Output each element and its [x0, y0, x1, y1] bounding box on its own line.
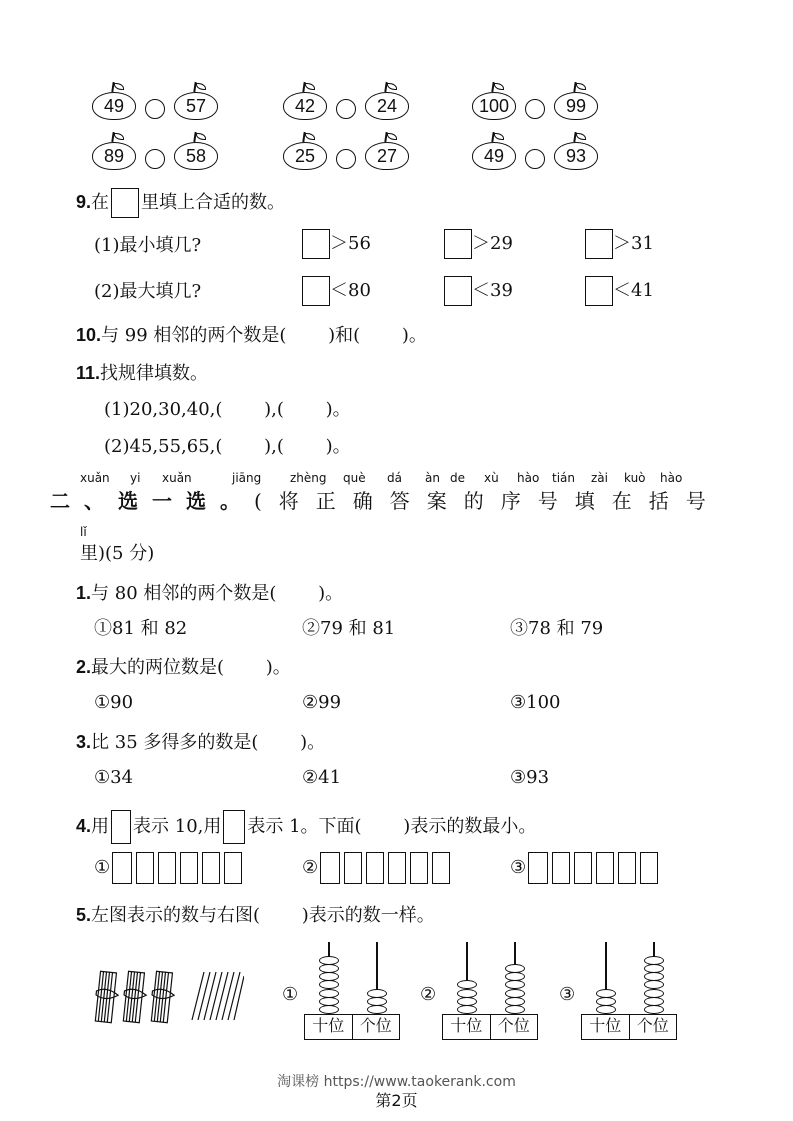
- block-icon: [640, 852, 658, 884]
- inequality: [444, 229, 513, 259]
- apple-body: 25: [283, 142, 327, 170]
- stick-bundles-image: [92, 966, 244, 1028]
- option-label: ①: [94, 857, 111, 878]
- apple-body: 100: [472, 92, 516, 120]
- block-icon: [596, 852, 614, 884]
- q5-number: 5.: [76, 905, 92, 925]
- apple-body: 93: [554, 142, 598, 170]
- pinyin-syllable: xuǎn: [80, 471, 110, 485]
- pinyin-syllable: hào: [660, 471, 683, 485]
- inequality-text: ＞56: [330, 233, 371, 254]
- mc-option[interactable]: ③100: [510, 692, 561, 713]
- q4-number: 4.: [76, 816, 92, 836]
- mc-question: [76, 731, 325, 754]
- bead: [596, 989, 616, 998]
- block-icon: [528, 852, 548, 884]
- apple-body: 27: [365, 142, 409, 170]
- bead: [319, 980, 339, 989]
- watermark: 淘课榜 https://www.taokerank.com: [277, 1074, 516, 1090]
- mc-stem: 与 80 相邻的两个数是( )。: [91, 583, 344, 604]
- answer-box[interactable]: [444, 276, 472, 306]
- block-icon: [388, 852, 406, 884]
- q9-pre: 在: [91, 192, 110, 213]
- bead: [644, 980, 664, 989]
- bead: [596, 997, 616, 1006]
- option-label: ③: [510, 857, 527, 878]
- q11-text: 找规律填数。: [100, 363, 209, 384]
- block-icon: [112, 852, 132, 884]
- block-icon: [432, 852, 450, 884]
- bead: [457, 997, 477, 1006]
- mc-option[interactable]: ①90: [94, 692, 134, 713]
- abacus-option-label[interactable]: ②: [420, 984, 437, 1005]
- q4-option[interactable]: [302, 852, 454, 884]
- q9-number: 9.: [76, 192, 92, 212]
- pinyin-syllable: zhèng: [290, 471, 327, 485]
- bead: [644, 972, 664, 981]
- pinyin-syllable: kuò: [624, 471, 646, 485]
- tens-label: 十位: [450, 1016, 483, 1035]
- tens-label: 十位: [589, 1016, 622, 1035]
- apple-leaf-icon: [196, 133, 206, 140]
- q4: [76, 810, 536, 844]
- pinyin-syllable: jiāng: [232, 471, 262, 485]
- q4-option[interactable]: [510, 852, 662, 884]
- mc-option[interactable]: ①34: [94, 767, 134, 788]
- q11-line1: (1)20,30,40,( ),( )。: [104, 399, 351, 420]
- bead: [505, 972, 525, 981]
- bead: [457, 1005, 477, 1014]
- bead: [457, 989, 477, 998]
- compare-circle[interactable]: [145, 99, 165, 119]
- block-icon: [574, 852, 592, 884]
- q5-text: 左图表示的数与右图( )表示的数一样。: [91, 905, 435, 926]
- mc-question: [76, 656, 291, 679]
- bead: [644, 964, 664, 973]
- apple-number: [174, 136, 218, 168]
- pinyin-syllable: què: [343, 471, 366, 485]
- ones-label: 个位: [629, 1015, 677, 1039]
- pinyin-syllable: hào: [517, 471, 540, 485]
- compare-circle[interactable]: [336, 149, 356, 169]
- bead: [505, 989, 525, 998]
- apple-body: 49: [92, 92, 136, 120]
- q10-text: 与 99 相邻的两个数是( )和( )。: [101, 325, 427, 346]
- mc-option[interactable]: ②41: [302, 767, 342, 788]
- mc-number: 2.: [76, 657, 92, 677]
- inequality: [585, 276, 654, 306]
- apple-leaf-icon: [114, 133, 124, 140]
- apple-leaf-icon: [196, 83, 206, 90]
- inequality: [585, 229, 654, 259]
- block-icon: [344, 852, 362, 884]
- q11: [76, 362, 208, 385]
- apple-number: [472, 136, 516, 168]
- bead: [644, 997, 664, 1006]
- pinyin-syllable: xù: [484, 471, 499, 485]
- apple-number: [472, 86, 516, 118]
- block-icon: [202, 852, 220, 884]
- pinyin-syllable: yi: [130, 471, 141, 485]
- pinyin-syllable: dá: [387, 471, 402, 485]
- apple-leaf-icon: [305, 133, 315, 140]
- block-icon: [180, 852, 198, 884]
- apple-body: 42: [283, 92, 327, 120]
- apple-number: [365, 86, 409, 118]
- ones-label: 个位: [490, 1015, 538, 1039]
- pinyin-syllable: zài: [591, 471, 608, 485]
- compare-circle[interactable]: [145, 149, 165, 169]
- mc-option[interactable]: ③78 和 79: [510, 618, 604, 639]
- apple-body: 57: [174, 92, 218, 120]
- inequality-text: ＜80: [330, 280, 371, 301]
- apple-leaf-icon: [387, 83, 397, 90]
- bead: [457, 980, 477, 989]
- mc-option[interactable]: ③93: [510, 767, 550, 788]
- abacus-base: [581, 1014, 677, 1040]
- inequality: [444, 276, 513, 306]
- block-icon: [618, 852, 636, 884]
- apple-number: [283, 136, 327, 168]
- bead: [505, 964, 525, 973]
- apple-body: 58: [174, 142, 218, 170]
- bead: [319, 997, 339, 1006]
- apple-body: 49: [472, 142, 516, 170]
- apple-number: [92, 86, 136, 118]
- apple-number: [554, 86, 598, 118]
- q4-option[interactable]: [94, 852, 246, 884]
- section2-instruction-end: 里)(5 分): [80, 543, 155, 564]
- bead: [319, 964, 339, 973]
- tall-block-icon: [111, 810, 131, 844]
- apple-number: [283, 86, 327, 118]
- block-icon: [366, 852, 384, 884]
- apple-leaf-icon: [576, 83, 586, 90]
- bead: [367, 997, 387, 1006]
- inequality: [302, 276, 371, 306]
- bead: [505, 1005, 525, 1014]
- answer-box[interactable]: [585, 276, 613, 306]
- bead: [319, 972, 339, 981]
- apple-leaf-icon: [387, 133, 397, 140]
- section2-title: [50, 490, 723, 512]
- block-icon: [320, 852, 340, 884]
- apple-number: [174, 86, 218, 118]
- bead: [319, 989, 339, 998]
- q11-line2: (2)45,55,65,( ),( )。: [104, 436, 351, 457]
- bead: [319, 1005, 339, 1014]
- inequality: [302, 229, 371, 259]
- q10: [76, 324, 427, 347]
- compare-circle[interactable]: [336, 99, 356, 119]
- apple-leaf-icon: [305, 83, 315, 90]
- block-icon: [224, 852, 242, 884]
- q5: [76, 904, 435, 927]
- q9-row1-label: (1)最小填几?: [94, 235, 202, 256]
- apple-leaf-icon: [494, 83, 504, 90]
- answer-box[interactable]: [302, 229, 330, 259]
- q4-t1: 用: [91, 816, 110, 837]
- ones-label: 个位: [352, 1015, 400, 1039]
- apple-number: [92, 136, 136, 168]
- answer-box[interactable]: [111, 188, 139, 218]
- section2-instruction: (将正确答案的序号填在括号: [254, 489, 723, 513]
- mc-option[interactable]: ②99: [302, 692, 342, 713]
- answer-box[interactable]: [585, 229, 613, 259]
- abacus-option-label[interactable]: ③: [559, 984, 576, 1005]
- apple-leaf-icon: [114, 83, 124, 90]
- answer-box[interactable]: [302, 276, 330, 306]
- mc-number: 3.: [76, 732, 92, 752]
- block-icon: [136, 852, 154, 884]
- apple-body: 24: [365, 92, 409, 120]
- q9-title: [76, 188, 285, 218]
- q11-number: 11.: [76, 363, 101, 383]
- abacus-option-label[interactable]: ①: [282, 984, 299, 1005]
- compare-circle[interactable]: [525, 149, 545, 169]
- apple-leaf-icon: [494, 133, 504, 140]
- apple-number: [554, 136, 598, 168]
- q10-number: 10.: [76, 325, 102, 345]
- pinyin-li: lǐ: [80, 525, 87, 539]
- option-label: ②: [302, 857, 319, 878]
- pinyin-syllable: xuǎn: [162, 471, 192, 485]
- apple-number: [365, 136, 409, 168]
- page-number: 第2页: [375, 1091, 418, 1110]
- inequality-text: ＞29: [472, 233, 513, 254]
- block-icon: [158, 852, 176, 884]
- inequality-text: ＜39: [472, 280, 513, 301]
- apple-body: 89: [92, 142, 136, 170]
- mc-option[interactable]: ②79 和 81: [302, 618, 396, 639]
- compare-circle[interactable]: [525, 99, 545, 119]
- section2-heading: 二、选一选。: [50, 489, 254, 513]
- apple-leaf-icon: [576, 133, 586, 140]
- q4-t2: 表示 10,用: [133, 816, 222, 837]
- bead: [644, 989, 664, 998]
- block-icon: [410, 852, 428, 884]
- q9-row2-label: (2)最大填几?: [94, 281, 202, 302]
- tens-label: 十位: [312, 1016, 345, 1035]
- bead: [644, 1005, 664, 1014]
- abacus-base: [442, 1014, 538, 1040]
- pinyin-syllable: de: [450, 471, 465, 485]
- bead: [367, 989, 387, 998]
- bead: [319, 956, 339, 965]
- mc-number: 1.: [76, 583, 92, 603]
- inequality-text: ＞31: [613, 233, 654, 254]
- answer-box[interactable]: [444, 229, 472, 259]
- pinyin-syllable: àn: [425, 471, 440, 485]
- q4-t3: 表示 1。下面( )表示的数最小。: [247, 816, 537, 837]
- q9-post: 里填上合适的数。: [141, 192, 286, 213]
- bead: [505, 997, 525, 1006]
- pinyin-syllable: tián: [552, 471, 575, 485]
- mc-stem: 最大的两位数是( )。: [91, 657, 291, 678]
- mc-stem: 比 35 多得多的数是( )。: [91, 732, 326, 753]
- abacus-base: [304, 1014, 400, 1040]
- inequality-text: ＜41: [613, 280, 654, 301]
- bead: [505, 980, 525, 989]
- bead: [367, 1005, 387, 1014]
- mc-question: [76, 582, 343, 605]
- apple-body: 99: [554, 92, 598, 120]
- bead: [644, 956, 664, 965]
- block-icon: [552, 852, 570, 884]
- bead: [596, 1005, 616, 1014]
- small-block-icon: [223, 810, 245, 844]
- mc-option[interactable]: ①81 和 82: [94, 618, 188, 639]
